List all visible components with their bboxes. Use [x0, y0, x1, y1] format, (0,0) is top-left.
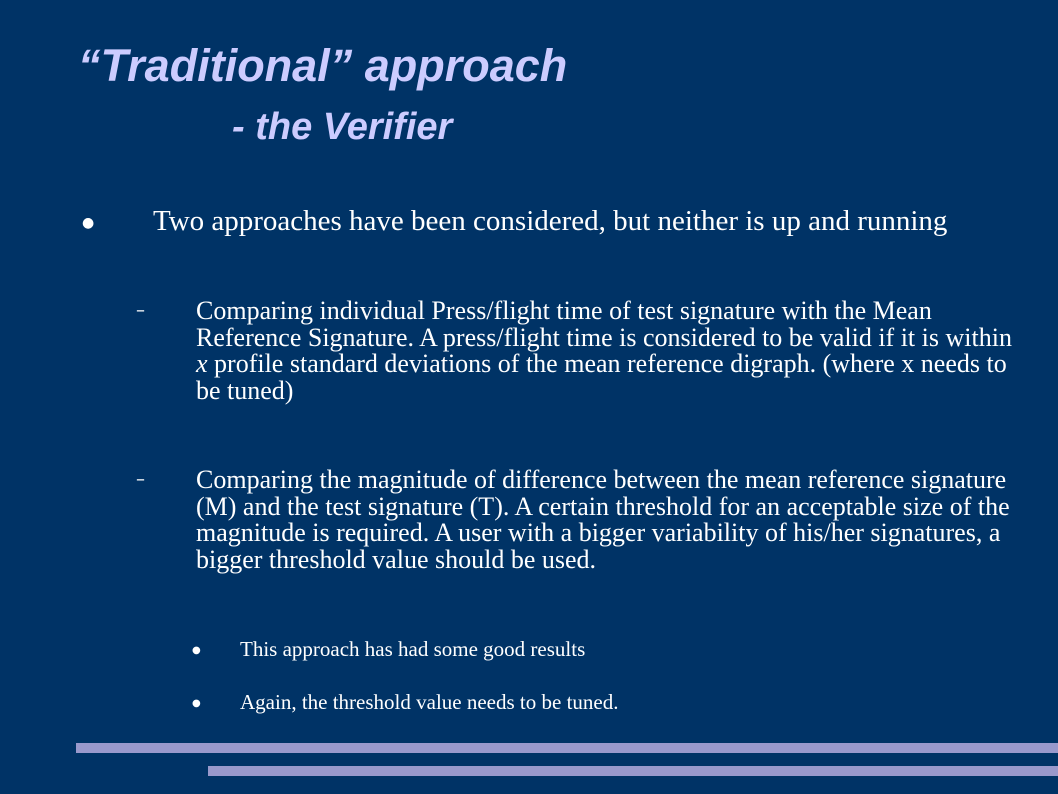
bullet-marker: ●	[192, 645, 201, 656]
bullet-marker: ●	[82, 215, 95, 231]
decorative-bar-top	[76, 743, 1058, 753]
decorative-bar-bottom	[208, 766, 1058, 776]
slide-subtitle: - the Verifier	[232, 106, 453, 148]
slide-title: “Traditional” approach	[78, 40, 568, 91]
dash-marker: –	[136, 300, 145, 321]
bullet-text-part: profile standard deviations of the mean reference digraph. (where x needs to be tuned)	[196, 349, 1007, 405]
bullet-text-part: Comparing individual Press/flight time of test signature with the Mean Reference Signature. A press/flight time is considered to be valid if it is within	[196, 296, 1012, 352]
variable-x: x	[196, 349, 208, 378]
bullet-level2-press-flight	[196, 298, 1026, 404]
bullet-level3-threshold: Again, the threshold value needs to be tuned.	[240, 690, 619, 714]
bullet-level3-good-results: This approach has had some good results	[240, 637, 586, 661]
bullet-level1-text: Two approaches have been considered, but neither is up and running	[153, 205, 948, 237]
bullet-level2-magnitude: Comparing the magnitude of difference between the mean reference signature (M) and the test signature (T). A certain threshold for an acceptable size of the magnitude is required. A user with a bigger variability of his/her signatures, a bigger threshold value should be used.	[196, 465, 1010, 574]
bullet-marker: ●	[192, 698, 201, 709]
dash-marker: –	[136, 469, 145, 490]
